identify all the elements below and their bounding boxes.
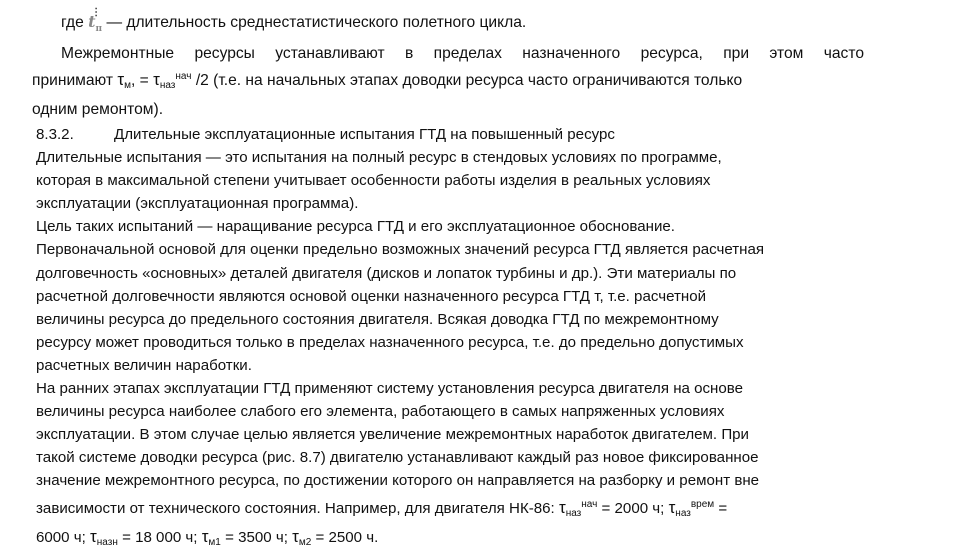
formula-symbol-t: ⋮ $t_п$ [88, 10, 102, 42]
tau-symbol: τ [153, 70, 160, 89]
body-text-line: величины ресурса до предельного состояния двигателя. Всякая доводка ГТД по межремонтному [36, 310, 719, 328]
example-values-line: 6000 ч; $\tau_{назн} = 18$ 000 ч; $\tau_{м1} = 3500$ ч; $\tau_{м2} = 2500$ ч. [36, 526, 379, 548]
body-text-line: эксплуатации. В этом случае целью является увеличение межремонтных наработок двигателем. При [36, 426, 749, 444]
section-number: 8.3.2. [36, 126, 74, 143]
body-text-line: Цель таких испытаний — наращивание ресурса ГТД и его эксплуатационное обоснование. [36, 218, 675, 236]
body-text-line: значение межремонтного ресурса, по достижении которого он направляется на разборку и ремонт вне [36, 472, 760, 490]
body-text-line: которая в максимальной степени учитывает особенности работы изделия в реальных условиях [36, 172, 711, 190]
paragraph-line: одним ремонтом). [32, 100, 164, 118]
body-text-line: расчетной долговечности являются основой оценки назначенного ресурса ГТД т, т.е. расчетной [36, 287, 707, 305]
body-text-line: ресурсу может проводиться только в пределах назначенного ресурса, т.е. до предельно допустимых [36, 333, 744, 351]
body-text-line: Длительные испытания — это испытания на полный ресурс в стендовых условиях по программе, [36, 149, 722, 167]
intro-block [32, 7, 864, 121]
section-heading [36, 123, 916, 146]
body-text-line: величины ресурса наиболее слабого его элемента, работающего в самых напряженных условиях [36, 403, 725, 421]
body-text-line: На ранних этапах эксплуатации ГТД применяют систему установления ресурса двигателя на основе [36, 380, 744, 398]
body-text-line: Первоначальной основой для оценки предельно возможных значений ресурса ГТД является расчетная [36, 241, 765, 259]
where-word: где [61, 14, 84, 31]
tau-symbol: τ [117, 70, 125, 89]
body-text-line: такой системе доводки ресурса (рис. 8.7) двигателю устанавливают каждый раз новое фиксированное [36, 449, 759, 467]
formula-dots-icon: ⋮ [91, 7, 102, 18]
section-body [36, 123, 916, 554]
definition-text: — длительность среднестатистического полетного цикла. [106, 14, 527, 31]
section-title: Длительные эксплуатационные испытания ГТД на повышенный ресурс [114, 126, 615, 143]
body-lines [36, 146, 916, 492]
example-line: зависимости от технического состояния. Например, для двигателя НК-86: $\tau_{наз}^{нач} = 2000$ ч; $\tau_{наз}^{врем}$ = [36, 497, 728, 519]
body-text-line: расчетных величин наработки. [36, 356, 252, 374]
definition-line [32, 7, 864, 42]
paragraph-line-formula: принимают $\tau_м$, = $\tau_{наз}^{нач}$ /2 (т.е. на начальных этапах доводки ресурса часто ограничиваются только [32, 70, 743, 91]
body-text-line: эксплуатации (эксплуатационная программа). [36, 195, 359, 213]
body-text-line: долговечность «основных» деталей двигателя (дисков и лопаток турбины и др.). Эти материалы по [36, 264, 737, 282]
paragraph-line: Межремонтные ресурсы устанавливают в пределах назначенного ресурса, при этом часто [61, 44, 864, 62]
